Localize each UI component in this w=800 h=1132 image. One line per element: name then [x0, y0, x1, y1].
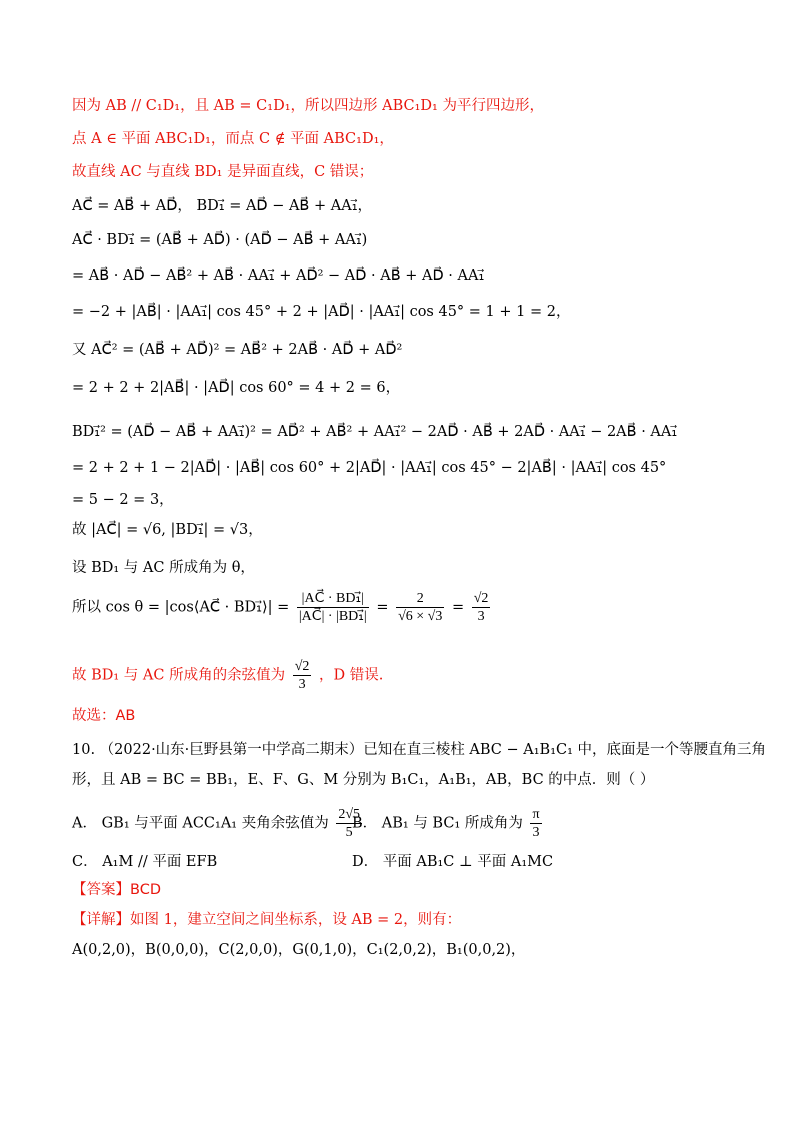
option-b-numerator: π [532, 807, 540, 822]
fraction-1-numerator: |AC⃗ · BD₁⃗| [297, 590, 369, 608]
option-a-numerator: 2√5 [338, 807, 361, 822]
fraction-2 [396, 590, 444, 625]
conclusion-fraction [293, 658, 312, 693]
answer-choice-line: 故选：AB [72, 708, 136, 724]
conclusion-denominator: 3 [298, 677, 306, 692]
option-a-denominator: 5 [345, 825, 353, 840]
equals-sign: = [376, 599, 389, 616]
fraction-3-numerator: √2 [473, 591, 489, 606]
option-b-fraction [530, 806, 541, 841]
text-line-5: AC⃗ · BD₁⃗ = (AB⃗ + AD⃗) · (AD⃗ − AB⃗ + AA₁⃗) [72, 232, 368, 248]
fraction-2-numerator: 2 [396, 590, 444, 608]
text-line-12: = 5 − 2 = 3， [72, 492, 174, 508]
text-line-10: BD₁⃗² = (AD⃗ − AB⃗ + AA₁⃗)² = AD⃗² + AB⃗² + AA₁⃗² − 2AD⃗ · AB⃗ + 2AD⃗ · AA₁⃗ − 2AB⃗ · AA₁⃗ [72, 424, 678, 440]
text-line-9: = 2 + 2 + 2|AB⃗| · |AD⃗| cos 60° = 4 + 2 = 6， [72, 380, 401, 396]
fraction-1-denominator: |AC⃗| · |BD₁⃗| [298, 609, 367, 624]
fraction-3 [472, 590, 491, 625]
text-line-7: = −2 + |AB⃗| · |AA₁⃗| cos 45° + 2 + |AD⃗| · |AA₁⃗| cos 45° = 1 + 1 = 2， [72, 304, 571, 320]
option-a-text: A． GB₁ 与平面 ACC₁A₁ 夹角余弦值为 [72, 815, 329, 832]
text-line-2: 点 A ∈ 平面 ABC₁D₁，而点 C ∉ 平面 ABC₁D₁， [72, 131, 394, 147]
text-line-3: 故直线 AC 与直线 BD₁ 是异面直线，C 错误； [72, 164, 374, 180]
option-b-text: B． AB₁ 与 BC₁ 所成角为 [352, 815, 523, 832]
option-d: D． 平面 AB₁C ⊥ 平面 A₁MC [352, 854, 554, 870]
text-line-11: = 2 + 2 + 1 − 2|AD⃗| · |AB⃗| cos 60° + 2|AD⃗| · |AA₁⃗| cos 45° − 2|AB⃗| · |AA₁⃗| cos 45° [72, 460, 667, 476]
option-b [352, 806, 545, 841]
detail-line: 【详解】如图 1，建立空间之间坐标系，设 AB = 2，则有： [72, 912, 462, 928]
equals-sign: = [451, 599, 465, 616]
conclusion-numerator: √2 [294, 659, 310, 674]
question-10-line-1: 10. （2022·山东·巨野县第一中学高二期末）已知在直三棱柱 ABC − A₁B₁C₁ 中，底面是一个等腰直角三角 [72, 742, 767, 758]
option-a [72, 806, 365, 841]
text-line-13: 故 |AC⃗| = √6, |BD₁⃗| = √3， [72, 522, 263, 538]
option-b-denominator: 3 [532, 825, 540, 840]
text-line-14: 设 BD₁ 与 AC 所成角为 θ， [72, 560, 255, 576]
fraction-2-denominator: √6 × √3 [398, 609, 443, 624]
text-line-6: = AB⃗ · AD⃗ − AB⃗² + AB⃗ · AA₁⃗ + AD⃗² − AD⃗ · AB⃗ + AD⃗ · AA₁⃗ [72, 268, 485, 284]
conclusion-prefix: 故 BD₁ 与 AC 所成角的余弦值为 [72, 667, 286, 684]
cos-theta-prefix: 所以 cos θ = |cos⟨AC⃗ · BD₁⃗⟩| = [72, 599, 294, 616]
question-10-line-2: 形，且 AB = BC = BB₁，E、F、G、M 分别为 B₁C₁，A₁B₁，AB，BC 的中点．则（ ） [72, 772, 655, 788]
text-line-1: 因为 AB // C₁D₁，且 AB = C₁D₁，所以四边形 ABC₁D₁ 为平行四边形， [72, 98, 544, 114]
text-line-8: 又 AC⃗² = (AB⃗ + AD⃗)² = AB⃗² + 2AB⃗ · AD⃗ + AD⃗² [72, 342, 403, 358]
coordinates-line: A(0,2,0)，B(0,0,0)，C(2,0,0)，G(0,1,0)，C₁(2,0,2)，B₁(0,0,2)， [72, 942, 526, 958]
conclusion-suffix: ，D 错误. [319, 667, 384, 684]
answer-label: 【答案】BCD [72, 882, 161, 898]
text-line-15 [72, 590, 760, 625]
fraction-1 [297, 590, 369, 625]
text-line-4: AC⃗ = AB⃗ + AD⃗， BD₁⃗ = AD⃗ − AB⃗ + AA₁⃗， [72, 198, 373, 214]
option-c: C． A₁M // 平面 EFB [72, 854, 218, 870]
text-line-16 [72, 658, 760, 693]
fraction-3-denominator: 3 [477, 609, 485, 624]
